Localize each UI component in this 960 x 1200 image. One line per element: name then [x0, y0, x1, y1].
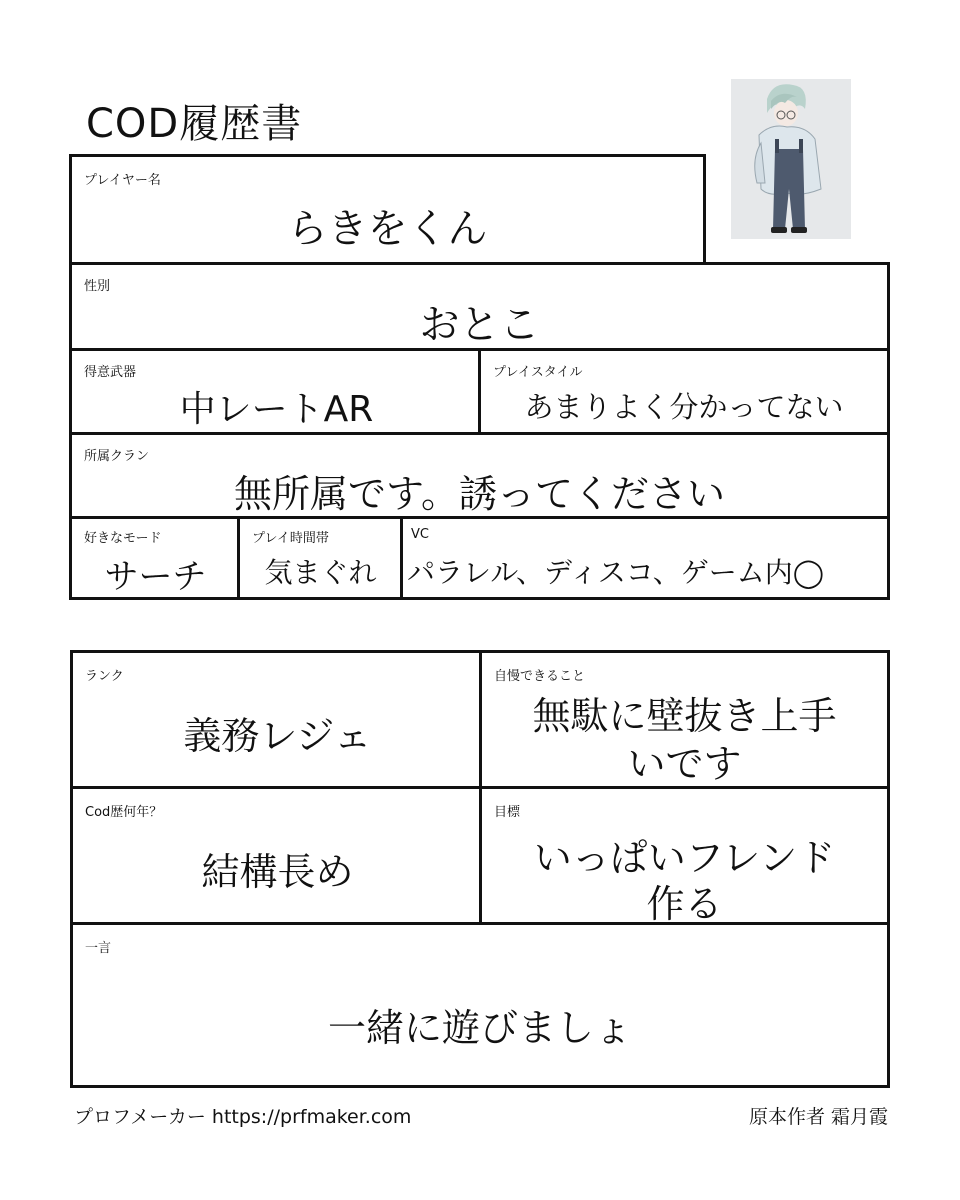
mode-label: 好きなモード	[84, 531, 162, 546]
playstyle-cell	[478, 351, 887, 435]
pride-value-line2: いです	[627, 742, 742, 786]
years-cell	[73, 789, 482, 925]
weapon-value: 中レートAR	[179, 389, 374, 430]
vc-value: パラレル、ディスコ、ゲーム内◯	[407, 556, 825, 589]
character-illustration-icon	[731, 79, 851, 239]
goal-label: 目標	[494, 805, 521, 820]
weapon-cell	[72, 351, 481, 435]
comment-cell	[73, 925, 887, 1085]
profile-table	[69, 262, 890, 600]
gender-label: 性別	[84, 279, 111, 294]
playstyle-label: プレイスタイル	[493, 365, 583, 380]
pride-value-line1: 無駄に壁抜き上手	[532, 694, 837, 738]
goal-value-line2: 作る	[646, 882, 723, 926]
player-name-value: らきをくん	[287, 206, 488, 252]
gender-row	[72, 265, 887, 351]
years-label: Cod歴何年？	[85, 805, 163, 820]
goal-cell	[479, 789, 887, 925]
vc-cell	[400, 519, 887, 597]
comment-value: 一緒に遊びましょ	[327, 1006, 632, 1050]
playstyle-value: あまりよく分かってない	[524, 390, 844, 424]
maker-credit: プロフメーカー https://prfmaker.com	[74, 1106, 412, 1128]
player-name-box	[69, 154, 706, 265]
play-time-value: 気まぐれ	[264, 556, 377, 589]
rank-cell	[73, 653, 482, 789]
weapon-label: 得意武器	[84, 365, 137, 380]
page-title: COD履歴書	[86, 101, 303, 147]
mode-value: サーチ	[104, 557, 207, 597]
rank-value: 義務レジェ	[183, 714, 372, 758]
profile-table-2	[70, 650, 890, 1088]
years-value: 結構長め	[201, 850, 354, 894]
play-time-label: プレイ時間帯	[252, 531, 329, 546]
vc-label: VC	[411, 527, 429, 542]
comment-label: 一言	[85, 941, 112, 956]
play-time-cell	[237, 519, 401, 597]
gender-value: おとこ	[419, 302, 540, 348]
author-credit: 原本作者 霜月霞	[748, 1106, 888, 1128]
clan-value: 無所属です。誘ってください	[234, 472, 725, 516]
clan-row	[72, 435, 887, 519]
pride-label: 自慢できること	[494, 669, 586, 684]
avatar	[731, 79, 851, 239]
clan-label: 所属クラン	[84, 449, 150, 464]
player-name-label: プレイヤー名	[84, 173, 161, 188]
rank-label: ランク	[85, 669, 124, 684]
goal-value-line1: いっぱいフレンド	[533, 836, 836, 880]
mode-cell	[72, 519, 239, 597]
pride-cell	[479, 653, 887, 789]
